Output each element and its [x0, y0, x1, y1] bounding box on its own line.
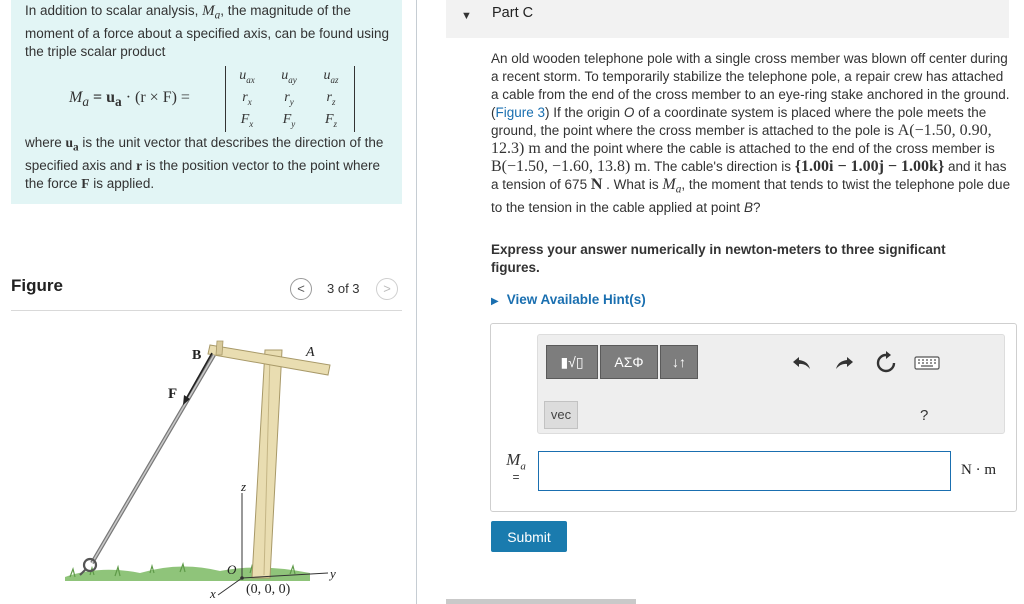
redo-icon[interactable] [832, 351, 856, 375]
figure-counter: 3 of 3 [327, 281, 360, 296]
det-cell: $F_x$ [240, 112, 254, 129]
undo-icon[interactable] [790, 351, 814, 375]
templates-button[interactable]: ▮√▯ [546, 345, 598, 379]
label-F: F [168, 386, 178, 402]
keyboard-icon[interactable] [914, 351, 940, 375]
reset-icon[interactable] [874, 351, 898, 375]
label-A: A [306, 345, 315, 360]
formula-lhs: $M_a = u_a \cdot (r \times F)$ = [69, 89, 190, 110]
prev-figure-button[interactable]: < [290, 278, 312, 300]
horizontal-scrollbar[interactable] [446, 599, 636, 604]
label-y: y [330, 566, 336, 581]
figure-pager [290, 278, 406, 300]
figure-link[interactable]: Figure 3 [495, 105, 546, 120]
ground-grass [65, 564, 310, 581]
cable-direction: {1.00i − 1.00j − 1.00k} [794, 158, 945, 175]
answer-panel [490, 323, 1017, 512]
math-toolbar [537, 334, 1005, 434]
triple-scalar-formula [69, 66, 359, 132]
next-figure-button[interactable]: > [376, 278, 398, 300]
view-hints-link[interactable]: ▶ View Available Hint(s) [491, 292, 646, 307]
info-box [11, 0, 402, 204]
left-column [0, 0, 416, 604]
answer-label: $M_a$ = [506, 450, 526, 485]
telephone-pole-figure [60, 325, 360, 603]
label-B: B [192, 348, 202, 363]
info-intro: In addition to scalar analysis, $M_a$, the magnitude of the moment of a force about a specified axis, can be found using the triple scalar product [25, 3, 389, 59]
label-x: x [210, 586, 216, 601]
figure-divider [11, 310, 402, 311]
det-cell: $F_y$ [282, 112, 296, 129]
figure-heading: Figure [11, 276, 63, 295]
answer-unit: N · m [961, 462, 996, 478]
point-B: B(−1.50, −1.60, 13.8) m [491, 158, 647, 175]
caret-right-icon: ▶ [491, 296, 499, 307]
part-title: Part C [492, 5, 534, 21]
det-cell: $r_z$ [326, 90, 336, 107]
pole [252, 350, 282, 578]
det-cell: $u_{ax}$ [239, 68, 255, 85]
arrows-button[interactable]: ↓↑ [660, 345, 698, 379]
collapse-caret-icon[interactable]: ▼ [461, 10, 472, 22]
part-header[interactable] [446, 0, 1009, 38]
label-O: O [227, 562, 237, 577]
answer-input[interactable] [538, 451, 951, 491]
determinant [225, 66, 355, 132]
cable [80, 355, 214, 575]
info-where: where $u_a$ is the unit vector that describes the direction of the specified axis and r is the position vector to the point where the force F is applied. [25, 135, 384, 191]
problem-statement: An old wooden telephone pole with a single cross member was blown off center during a recent storm. To temporarily stabilize the telephone pole, a repair crew has attached a cable from the end of the cross member to an eye-ring stake anchored in the ground. (Figure 3) If the origin O of a coordinate system is placed where the pole meets the ground, the point where the cross member is attached to the pole is A(−1.50, 0.90, 12.3) m and the point where the cable is attached to the end of the cross member is B(−1.50, −1.60, 13.8) m. The cable's direction is {1.00i − 1.00j − 1.00k} and it has a tension of 675 N . What is $M_a$, the moment that tends to twist the telephone pole due to the tension in the cable applied at point B? [491, 51, 1011, 215]
point-A: A(−1.50, 0.90, 12.3) m [491, 122, 992, 157]
det-cell: $r_x$ [242, 90, 252, 107]
answer-instruction: Express your answer numerically in newton-meters to three significant figures. [491, 242, 946, 275]
column-divider [416, 0, 417, 604]
help-icon[interactable]: ? [920, 407, 929, 424]
submit-button[interactable]: Submit [491, 521, 567, 552]
label-origin: (0, 0, 0) [246, 582, 291, 597]
det-cell: $u_{ay}$ [281, 68, 297, 85]
det-cell: $F_z$ [324, 112, 338, 129]
det-cell: $u_{az}$ [323, 68, 339, 85]
greek-letters-button[interactable]: ΑΣΦ [600, 345, 658, 379]
det-cell: $r_y$ [284, 90, 294, 107]
label-z: z [241, 479, 247, 494]
vec-button[interactable]: vec [544, 401, 578, 429]
